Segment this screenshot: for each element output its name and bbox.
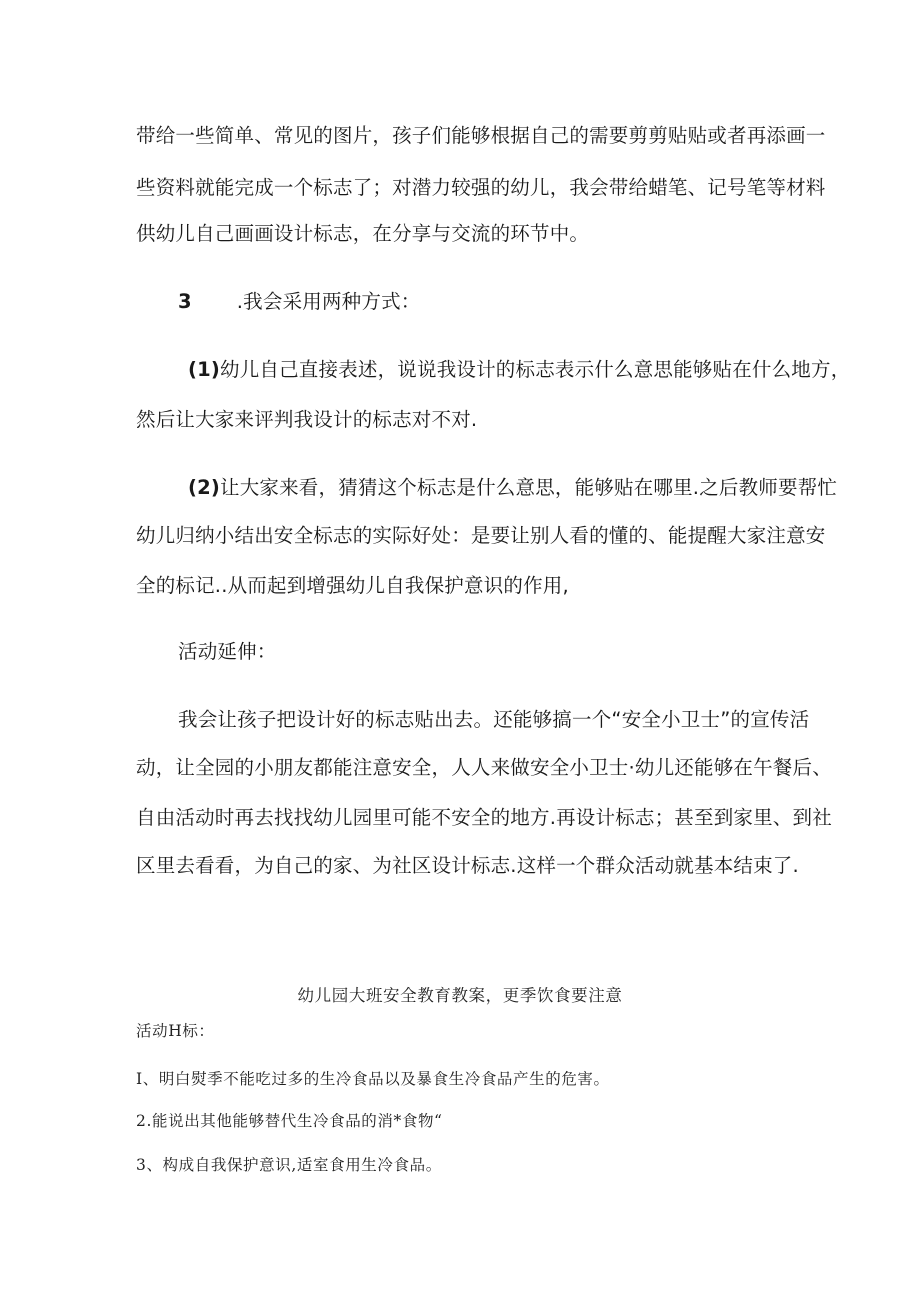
sub-item-text: 幼儿自己直接表述，说说我设计的标志表示什么意思能够贴在什么地方， xyxy=(220,358,851,381)
list-item: I、明白熨季不能吃过多的生冷食品以及暴食生冷食品产生的危害。 xyxy=(136,1070,610,1088)
paragraph-line: 全的标记..从而起到增强幼儿自我保护意识的作用, xyxy=(136,574,569,597)
paragraph-line: 我会让孩子把设计好的标志贴出去。还能够搞一个“安全小卫士”的宣传活 xyxy=(178,708,810,731)
section-heading: 活动延伸： xyxy=(178,640,277,663)
list-number: 3 xyxy=(178,290,192,313)
list-item: 3、构成自我保护意识,适室食用生冷食品。 xyxy=(136,1156,442,1174)
sub-item-label: (1) xyxy=(188,358,220,381)
document-title: 幼儿园大班安全教育教案，更季饮食要注意 xyxy=(297,986,623,1005)
list-item-3 xyxy=(178,292,420,312)
list-item-text: .我会采用两种方式： xyxy=(236,290,421,313)
sub-item-2-line xyxy=(188,478,837,498)
sub-item-label: (2) xyxy=(188,476,220,499)
paragraph-line: 带给一些简单、常见的图片，孩子们能够根据自己的需要剪剪贴贴或者再添画一 xyxy=(136,124,826,147)
paragraph-line: 区里去看看，为自己的家、为社区设计标志.这样一个群众活动就基本结束了. xyxy=(136,854,799,877)
sub-item-1-line xyxy=(188,360,850,380)
paragraph-line: 供幼儿自己画画设计标志，在分享与交流的环节中。 xyxy=(136,222,590,245)
sub-item-text: 让大家来看，猜猜这个标志是什么意思，能够贴在哪里.之后教师要帮忙 xyxy=(220,476,838,499)
paragraph-line: 动，让全园的小朋友都能注意安全，人人来做安全小卫士·幼儿还能够在午餐后、 xyxy=(136,756,832,779)
paragraph-line: 些资料就能完成一个标志了；对潜力较强的幼儿，我会带给蜡笔、记号笔等材料 xyxy=(136,176,826,199)
paragraph-line: 然后让大家来评判我设计的标志对不对. xyxy=(136,408,478,431)
paragraph-line: 幼儿归纳小结出安全标志的实际好处：是要让别人看的懂的、能提醒大家注意安 xyxy=(136,524,826,547)
paragraph-line: 自由活动时再去找找幼儿园里可能不安全的地方.再设计标志；甚至到家里、到社 xyxy=(136,806,832,829)
section-heading: 活动H标： xyxy=(136,1022,215,1040)
list-item: 2.能说出其他能够替代生冷食品的消*食物“ xyxy=(136,1112,443,1130)
